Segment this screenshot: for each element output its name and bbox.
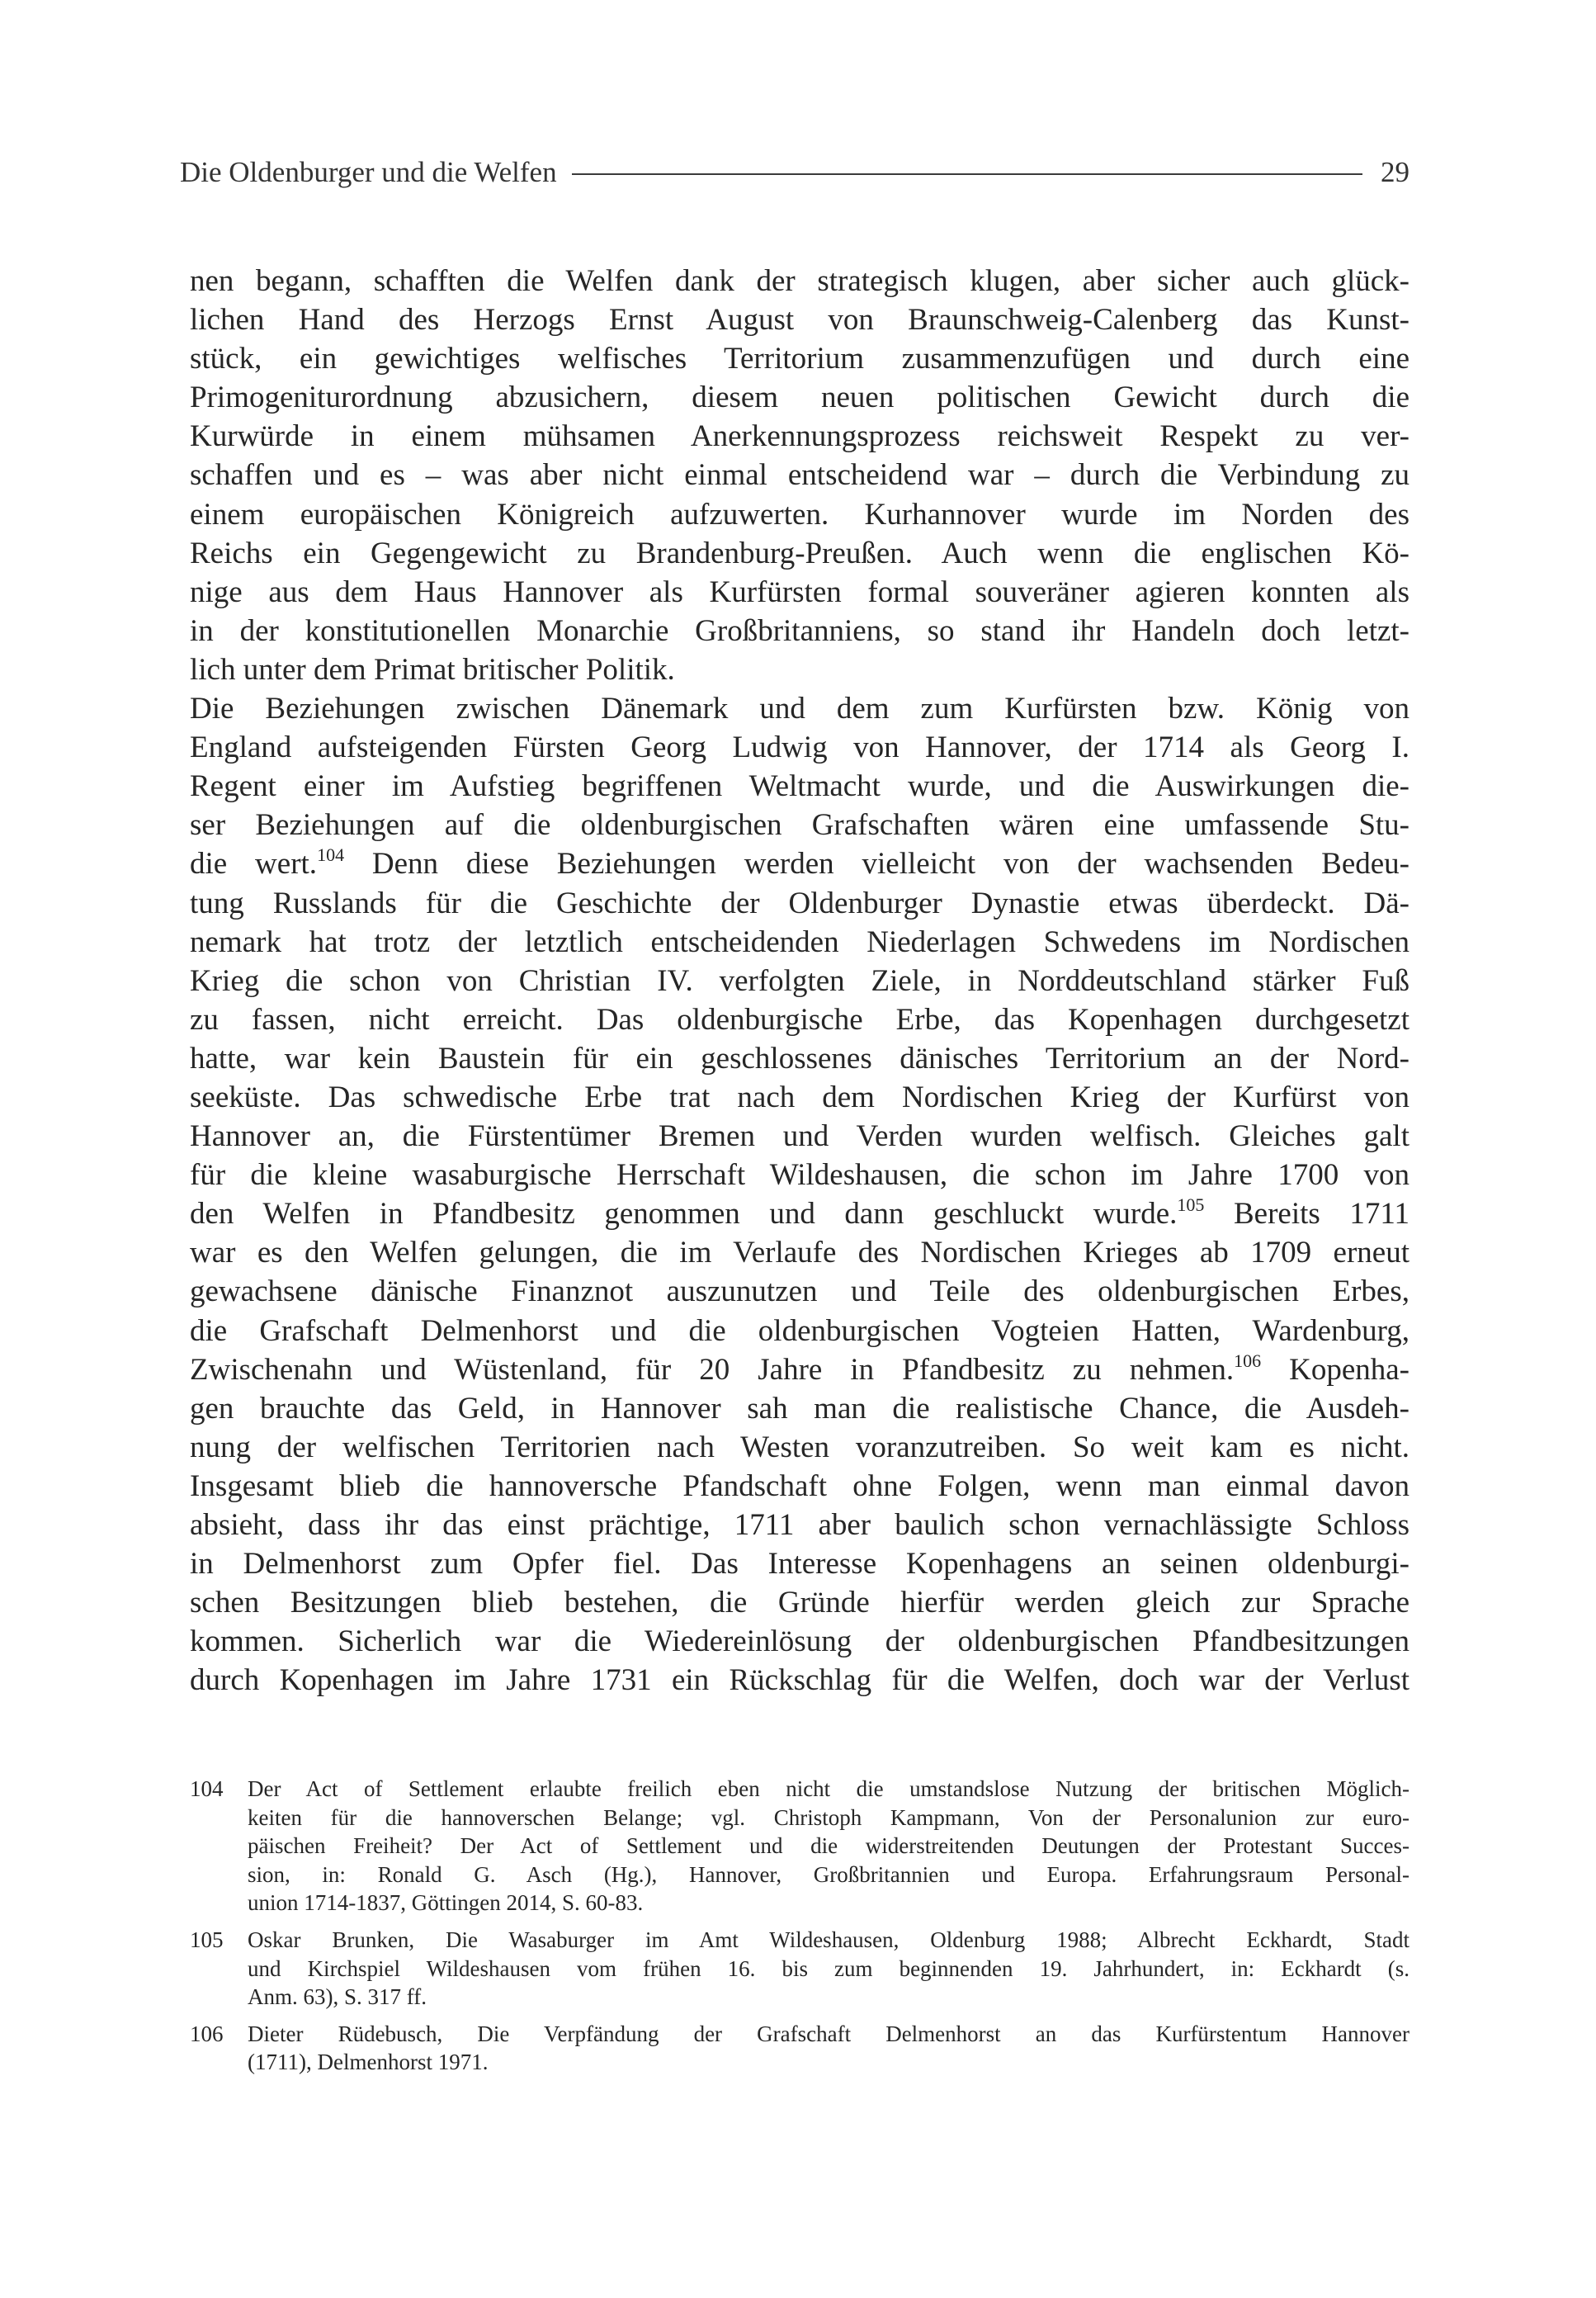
text-line: stück, ein gewichtiges welfisches Territorium zusammenzufügen und durch eine	[190, 342, 1409, 376]
header-rule	[572, 173, 1362, 175]
text-line: absieht, dass ihr das einst prächtige, 1711 aber baulich schon vernachlässigte Schloss	[190, 1508, 1409, 1542]
text-segment: Denn diese Beziehungen werden vielleicht von der wachsenden Bedeu-	[344, 847, 1410, 882]
text-line: lich unter dem Primat britischer Politik.	[190, 652, 675, 687]
text-line: durch Kopenhagen im Jahre 1731 ein Rückschlag für die Welfen, doch war der Verlust	[190, 1663, 1409, 1698]
text-line-with-ref	[190, 1194, 1409, 1233]
footnote-line: Dieter Rüdebusch, Die Verpfändung der Grafschaft Delmenhorst an das Kurfürstentum Hannover	[248, 2021, 1409, 2046]
footnote-105	[190, 1926, 1409, 2012]
footnote-ref-105[interactable]: 105	[1177, 1194, 1205, 1216]
text-line: nige aus dem Haus Hannover als Kurfürsten formal souveräner agieren konnten als	[190, 574, 1409, 609]
text-line: Kurwürde in einem mühsamen Anerkennungsprozess reichsweit Respekt zu ver-	[190, 419, 1409, 454]
footnote-line: (1711), Delmenhorst 1971.	[248, 2050, 489, 2075]
text-line: schaffen und es – was aber nicht einmal entscheidend war – durch die Verbindung zu	[190, 458, 1409, 493]
footnote-line: Der Act of Settlement erlaubte freilich eben nicht die umstandslose Nutzung der britischen Möglich-	[248, 1776, 1409, 1801]
text-line: nemark hat trotz der letztlich entscheidenden Niederlagen Schwedens im Nordischen	[190, 924, 1409, 959]
text-line: die Grafschaft Delmenhorst und die oldenburgischen Vogteien Hatten, Wardenburg,	[190, 1313, 1409, 1348]
text-line: Hannover an, die Fürstentümer Bremen und Verden wurden welfisch. Gleiches galt	[190, 1119, 1409, 1154]
text-line-with-ref	[190, 1350, 1409, 1389]
footnote-106	[190, 2020, 1409, 2077]
text-segment: den Welfen in Pfandbesitz genommen und dann geschluckt wurde.	[190, 1197, 1178, 1232]
text-line: schen Besitzungen blieb bestehen, die Gründe hierfür werden gleich zur Sprache	[190, 1586, 1409, 1620]
footnote-line: Oskar Brunken, Die Wasaburger im Amt Wildeshausen, Oldenburg 1988; Albrecht Eckhardt, Stadt	[248, 1927, 1409, 1952]
footnote-number: 106	[190, 2021, 224, 2046]
footnote-line: päischen Freiheit? Der Act of Settlement und die widerstreitenden Deutungen der Protestant Succes-	[248, 1833, 1409, 1859]
text-line-with-ref	[190, 844, 1409, 883]
text-line: nung der welfischen Territorien nach Westen voranzutreiben. So weit kam es nicht.	[190, 1430, 1409, 1464]
text-line: kommen. Sicherlich war die Wiedereinlösung der oldenburgischen Pfandbesitzungen	[190, 1624, 1409, 1659]
text-line: Krieg die schon von Christian IV. verfolgten Ziele, in Norddeutschland stärker Fuß	[190, 963, 1409, 998]
text-line: nen begann, schafften die Welfen dank der strategisch klugen, aber sicher auch glück-	[190, 264, 1409, 298]
text-line: hatte, war kein Baustein für ein geschlossenes dänisches Territorium an der Nord-	[190, 1041, 1409, 1076]
page-number: 29	[1381, 156, 1409, 188]
text-segment: die wert.	[190, 847, 318, 882]
text-line: gen brauchte das Geld, in Hannover sah man die realistische Chance, die Ausdeh-	[190, 1391, 1409, 1426]
text-segment: Bereits 1711	[1204, 1197, 1409, 1232]
text-line: in der konstitutionellen Monarchie Großbritanniens, so stand ihr Handeln doch letzt-	[190, 613, 1409, 648]
text-line: gewachsene dänische Finanznot auszunutzen und Teile des oldenburgischen Erbes,	[190, 1274, 1409, 1309]
footnote-line: union 1714-1837, Göttingen 2014, S. 60-83.	[248, 1890, 644, 1916]
text-line: war es den Welfen gelungen, die im Verlaufe des Nordischen Krieges ab 1709 erneut	[190, 1236, 1409, 1270]
running-title: Die Oldenburger und die Welfen	[180, 156, 557, 188]
text-line: in Delmenhorst zum Opfer fiel. Das Interesse Kopenhagens an seinen oldenburgi-	[190, 1547, 1409, 1582]
footnote-number: 105	[190, 1927, 224, 1952]
footnote-line: keiten für die hannoverschen Belange; vgl. Christoph Kampmann, Von der Personalunion zur euro-	[248, 1804, 1409, 1830]
footnote-line: Anm. 63), S. 317 ff.	[248, 1984, 427, 2010]
text-line: Die Beziehungen zwischen Dänemark und dem zum Kurfürsten bzw. König von	[190, 692, 1409, 726]
text-line: Primogeniturordnung abzusichern, diesem neuen politischen Gewicht durch die	[190, 381, 1409, 415]
footnotes	[190, 1775, 1409, 2085]
footnote-line: und Kirchspiel Wildeshausen vom frühen 16. bis zum beginnenden 19. Jahrhundert, in: Eckhardt (s.	[248, 1955, 1409, 1981]
footnote-104	[190, 1775, 1409, 1917]
text-line: zu fassen, nicht erreicht. Das oldenburgische Erbe, das Kopenhagen durchgesetzt	[190, 1002, 1409, 1037]
running-header	[180, 152, 1409, 193]
text-line: Regent einer im Aufstieg begriffenen Weltmacht wurde, und die Auswirkungen die-	[190, 769, 1409, 804]
text-line: seeküste. Das schwedische Erbe trat nach dem Nordischen Krieg der Kurfürst von	[190, 1080, 1409, 1114]
text-line: Reichs ein Gegengewicht zu Brandenburg-Preußen. Auch wenn die englischen Kö-	[190, 536, 1409, 570]
text-line: einem europäischen Königreich aufzuwerten. Kurhannover wurde im Norden des	[190, 497, 1409, 532]
footnote-ref-104[interactable]: 104	[317, 844, 345, 866]
footnote-ref-106[interactable]: 106	[1234, 1350, 1262, 1371]
footnote-number: 104	[190, 1776, 224, 1801]
text-segment: Zwischenahn und Wüstenland, für 20 Jahre in Pfandbesitz zu nehmen.	[190, 1352, 1235, 1387]
text-line: tung Russlands für die Geschichte der Oldenburger Dynastie etwas überdeckt. Dä-	[190, 886, 1409, 920]
footnote-line: sion, in: Ronald G. Asch (Hg.), Hannover, Großbritannien und Europa. Erfahrungsraum Personal-	[248, 1861, 1409, 1887]
body-text	[190, 262, 1409, 1700]
text-line: England aufsteigenden Fürsten Georg Ludwig von Hannover, der 1714 als Georg I.	[190, 731, 1409, 765]
text-line: ser Beziehungen auf die oldenburgischen Grafschaften wären eine umfassende Stu-	[190, 808, 1409, 843]
text-line: für die kleine wasaburgische Herrschaft Wildeshausen, die schon im Jahre 1700 von	[190, 1158, 1409, 1193]
text-line: Insgesamt blieb die hannoversche Pfandschaft ohne Folgen, wenn man einmal davon	[190, 1468, 1409, 1503]
text-line: lichen Hand des Herzogs Ernst August von Braunschweig-Calenberg das Kunst-	[190, 303, 1409, 338]
text-segment: Kopenha-	[1261, 1352, 1410, 1387]
